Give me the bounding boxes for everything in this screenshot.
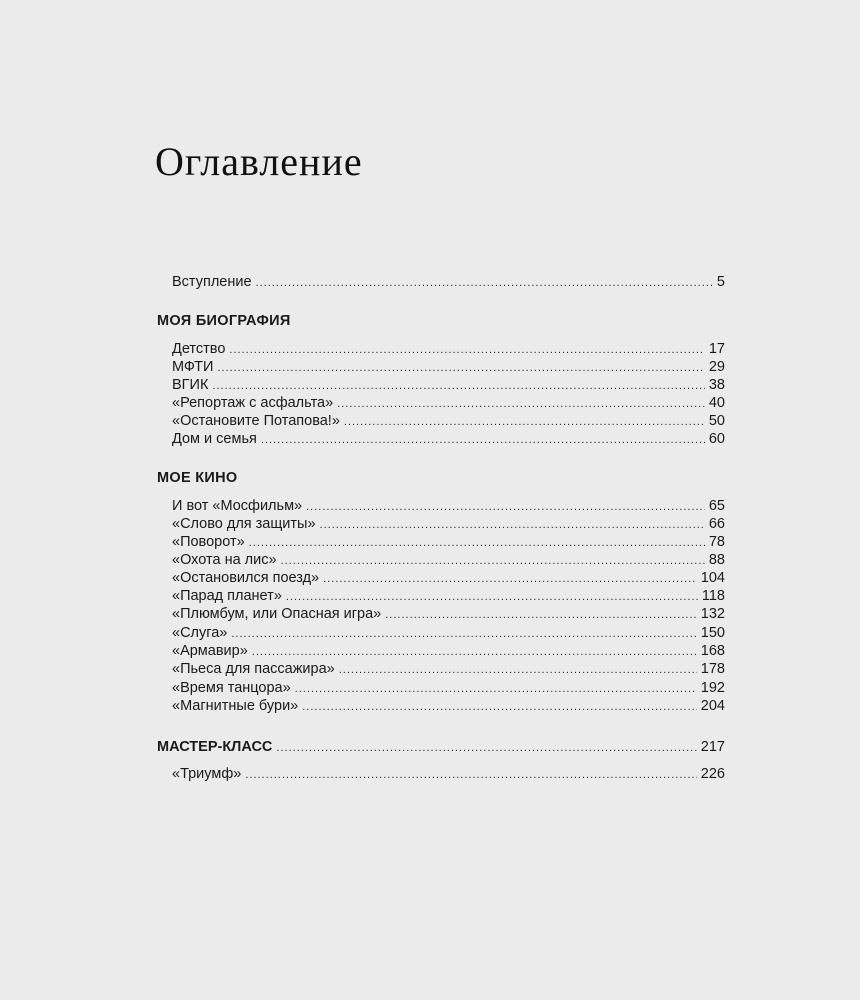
toc-entry[interactable]	[172, 551, 725, 569]
dot-leader	[261, 431, 705, 449]
dot-leader	[344, 413, 705, 431]
dot-leader	[306, 498, 705, 516]
toc-entry[interactable]	[172, 605, 725, 623]
page-title: Оглавление	[155, 139, 363, 184]
toc-entry[interactable]	[172, 624, 725, 642]
toc-entry[interactable]	[172, 587, 725, 605]
dot-leader	[323, 570, 697, 588]
toc-entry-page: 118	[701, 588, 725, 604]
toc-entry-page: 5	[716, 274, 725, 290]
toc-entry-label: «Репортаж с асфальта»	[172, 395, 334, 411]
toc-entry-page: 40	[708, 395, 725, 411]
toc-entry-label: Детство	[172, 341, 226, 357]
toc-entry-triumph[interactable]	[172, 765, 725, 783]
toc-entry-label: «Триумф»	[172, 766, 242, 782]
toc-entry[interactable]	[172, 340, 725, 358]
dot-leader	[245, 766, 696, 784]
toc-entry-page: 65	[708, 498, 725, 514]
section-heading-cinema: МОЕ КИНО	[157, 470, 238, 486]
toc-entry-label: «Остановите Потапова!»	[172, 413, 340, 429]
toc-entry[interactable]	[172, 412, 725, 430]
toc-entry-label: И вот «Мосфильм»	[172, 498, 303, 514]
toc-entry-label: «Плюмбум, или Опасная игра»	[172, 606, 382, 622]
toc-entry-label: «Слуга»	[172, 625, 228, 641]
toc-entry-page: 50	[708, 413, 725, 429]
toc-entry-page: 178	[700, 661, 725, 677]
toc-entry[interactable]	[172, 569, 725, 587]
toc-entry-page: 226	[700, 766, 725, 782]
dot-leader	[249, 534, 705, 552]
toc-entry-label: «Слово для защиты»	[172, 516, 316, 532]
toc-entry[interactable]	[172, 515, 725, 533]
toc-entry-page: 150	[700, 625, 725, 641]
toc-entry[interactable]	[172, 697, 725, 715]
toc-entry-page: 168	[700, 643, 725, 659]
dot-leader	[256, 274, 713, 292]
toc-entry-page: 66	[708, 516, 725, 532]
toc-entry[interactable]	[172, 430, 725, 448]
toc-entry-label: «Магнитные бури»	[172, 698, 299, 714]
toc-entry-page: 132	[700, 606, 725, 622]
dot-leader	[320, 516, 705, 534]
toc-entry-page: 104	[700, 570, 725, 586]
toc-entry-label: «Остановился поезд»	[172, 570, 320, 586]
toc-entry-page: 217	[700, 739, 725, 755]
toc-entry[interactable]	[172, 358, 725, 376]
toc-entry-label: «Поворот»	[172, 534, 245, 550]
toc-entry-page: 38	[708, 377, 725, 393]
toc-entry[interactable]	[172, 660, 725, 678]
toc-entry-label: ВГИК	[172, 377, 209, 393]
toc-entry-page: 60	[708, 431, 725, 447]
toc-entry[interactable]	[172, 497, 725, 515]
dot-leader	[295, 680, 697, 698]
toc-entry-label: МФТИ	[172, 359, 214, 375]
section-heading-biography: МОЯ БИОГРАФИЯ	[157, 313, 291, 329]
toc-entry-label: «Армавир»	[172, 643, 248, 659]
dot-leader	[252, 643, 697, 661]
dot-leader	[339, 661, 697, 679]
dot-leader	[286, 588, 698, 606]
toc-entry-label: «Пьеса для пассажира»	[172, 661, 335, 677]
toc-entry-page: 192	[700, 680, 725, 696]
toc-entry-page: 204	[700, 698, 725, 714]
toc-entry-label: Вступление	[172, 274, 252, 290]
toc-entry-page: 17	[708, 341, 725, 357]
dot-leader	[231, 625, 696, 643]
toc-entry[interactable]	[172, 533, 725, 551]
dot-leader	[337, 395, 705, 413]
dot-leader	[276, 739, 696, 757]
dot-leader	[229, 341, 704, 359]
toc-entry[interactable]	[172, 679, 725, 697]
dot-leader	[302, 698, 697, 716]
toc-entry[interactable]	[172, 642, 725, 660]
dot-leader	[217, 359, 704, 377]
toc-entry-intro[interactable]	[172, 273, 725, 291]
toc-entry-master-class[interactable]	[157, 738, 725, 756]
toc-entry-page: 29	[708, 359, 725, 375]
toc-entry-label: «Охота на лис»	[172, 552, 277, 568]
toc-entry-label: МАСТЕР-КЛАСС	[157, 739, 273, 755]
toc-entry-page: 78	[708, 534, 725, 550]
toc-entry-label: «Парад планет»	[172, 588, 282, 604]
dot-leader	[212, 377, 704, 395]
toc-entry[interactable]	[172, 376, 725, 394]
toc-entry-label: «Время танцора»	[172, 680, 291, 696]
dot-leader	[281, 552, 705, 570]
toc-entry-page: 88	[708, 552, 725, 568]
toc-entry[interactable]	[172, 394, 725, 412]
dot-leader	[385, 606, 697, 624]
toc-entry-label: Дом и семья	[172, 431, 257, 447]
